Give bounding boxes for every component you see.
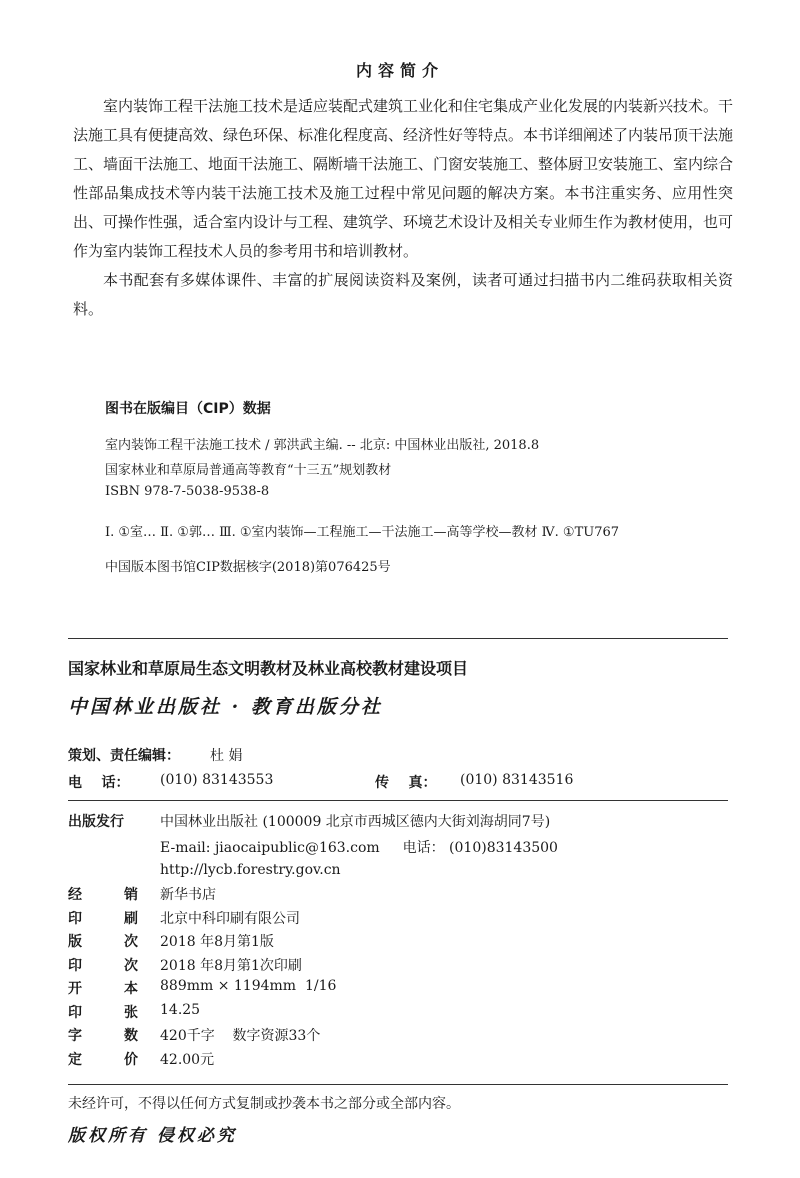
phone-label: 电 话： bbox=[68, 775, 130, 791]
detail-label-char: 刷 bbox=[124, 910, 138, 927]
detail-label-char: 字 bbox=[68, 1028, 82, 1044]
summary-paragraph-1: 室内装饰工程干法施工技术是适应装配式建筑工业化和住宅集成产业化发展的内装新兴技术。干法施工具有便捷高效、绿色环保、标准化程度高、经济性好等特点。本书详细阐述了内装吊顶干法施工、墙面干法施工、地面干法施工、隔断墙干法施工、门窗安装施工、整体厨卫安装施工、室内综合性部品集成技术等内装干法施工技术及施工过程中常见问题的解决方案。本书注重实务、应用性突出、可操作性强，适合室内设计与工程、建筑学、环境艺术设计及相关专业师生作为教材使用，也可作为室内装饰工程技术人员的参考用书和培训教材。 bbox=[73, 97, 734, 260]
summary-body bbox=[73, 92, 733, 324]
publishing-label: 出版发行 bbox=[68, 814, 124, 830]
detail-value: 2018 年8月第1版 bbox=[160, 934, 274, 950]
detail-label bbox=[68, 908, 138, 928]
publishing-address: 中国林业出版社 (100009 北京市西城区德内大街刘海胡同7号) bbox=[160, 814, 551, 830]
fax-label: 传 真： bbox=[375, 775, 437, 791]
project-line: 国家林业和草原局生态文明教材及林业高校教材建设项目 bbox=[68, 659, 469, 678]
detail-value: 889mm × 1194mm 1/16 bbox=[160, 978, 337, 994]
phone-value: (010) 83143553 bbox=[160, 772, 274, 788]
detail-value: 42.00元 bbox=[160, 1051, 215, 1068]
detail-label-char: 数 bbox=[124, 1028, 138, 1044]
editor-label: 策划、责任编辑： bbox=[68, 748, 180, 764]
detail-label-char: 印 bbox=[68, 1004, 82, 1021]
cip-line-1: 室内装饰工程干法施工技术 / 郭洪武主编. -- 北京: 中国林业出版社, 2018.8 bbox=[105, 438, 540, 453]
detail-label bbox=[68, 955, 138, 975]
detail-label-char: 销 bbox=[124, 887, 138, 903]
detail-label-char: 张 bbox=[124, 1004, 138, 1021]
detail-label bbox=[68, 884, 138, 904]
fax-value: (010) 83143516 bbox=[460, 772, 574, 788]
detail-label-char: 版 bbox=[68, 934, 82, 950]
copyright-notice: 未经许可，不得以任何方式复制或抄袭本书之部分或全部内容。 bbox=[68, 1096, 460, 1112]
cip-check-number: 中国版本图书馆CIP数据核字(2018)第076425号 bbox=[105, 560, 391, 575]
detail-label bbox=[68, 1049, 138, 1069]
detail-value: 14.25 bbox=[160, 1001, 201, 1018]
detail-value: 2018 年8月第1次印刷 bbox=[160, 957, 302, 974]
editor-value: 杜 娟 bbox=[210, 748, 243, 764]
detail-label-char: 价 bbox=[124, 1051, 138, 1068]
detail-label-char: 次 bbox=[124, 957, 138, 974]
cip-line-2: 国家林业和草原局普通高等教育“十三五”规划教材 bbox=[105, 463, 392, 478]
cip-isbn: ISBN 978-7-5038-9538-8 bbox=[105, 484, 270, 499]
detail-label bbox=[68, 931, 138, 951]
detail-value: 420千字 数字资源33个 bbox=[160, 1028, 321, 1044]
detail-label-char: 印 bbox=[68, 957, 82, 974]
detail-label bbox=[68, 978, 138, 998]
detail-label-char: 定 bbox=[68, 1051, 82, 1068]
publisher-website: http://lycb.forestry.gov.cn bbox=[160, 862, 341, 878]
summary-paragraph-2: 本书配套有多媒体课件、丰富的扩展阅读资料及案例，读者可通过扫描书内二维码获取相关资料。 bbox=[73, 271, 733, 318]
detail-label-char: 经 bbox=[68, 887, 82, 903]
summary-title: 内容简介 bbox=[355, 61, 444, 80]
detail-label-char: 本 bbox=[124, 981, 138, 997]
detail-label-char: 印 bbox=[68, 910, 82, 927]
detail-value: 北京中科印刷有限公司 bbox=[160, 910, 300, 927]
tel-value: (010)83143500 bbox=[449, 840, 558, 856]
divider-middle bbox=[68, 800, 728, 801]
email-label: E-mail: bbox=[160, 840, 211, 856]
detail-label-char: 开 bbox=[68, 981, 82, 997]
cip-heading: 图书在版编目（CIP）数据 bbox=[105, 401, 271, 417]
detail-label bbox=[68, 1002, 138, 1022]
publishing-contact bbox=[160, 837, 558, 857]
detail-label bbox=[68, 1025, 138, 1045]
tel-label: 电话： bbox=[402, 840, 445, 856]
cip-classification: Ⅰ. ①室… Ⅱ. ①郭… Ⅲ. ①室内装饰—工程施工—干法施工—高等学校—教材 Ⅳ. ①TU767 bbox=[105, 525, 620, 540]
publisher-banner: 中国林业出版社 · 教育出版分社 bbox=[68, 696, 383, 718]
detail-label-char: 次 bbox=[124, 934, 138, 950]
divider-bottom bbox=[68, 1084, 728, 1085]
rights-reserved: 版权所有 侵权必究 bbox=[68, 1126, 237, 1146]
detail-value: 新华书店 bbox=[160, 887, 216, 903]
email-value: jiaocaipublic@163.com bbox=[214, 840, 380, 856]
divider-top bbox=[68, 638, 728, 639]
